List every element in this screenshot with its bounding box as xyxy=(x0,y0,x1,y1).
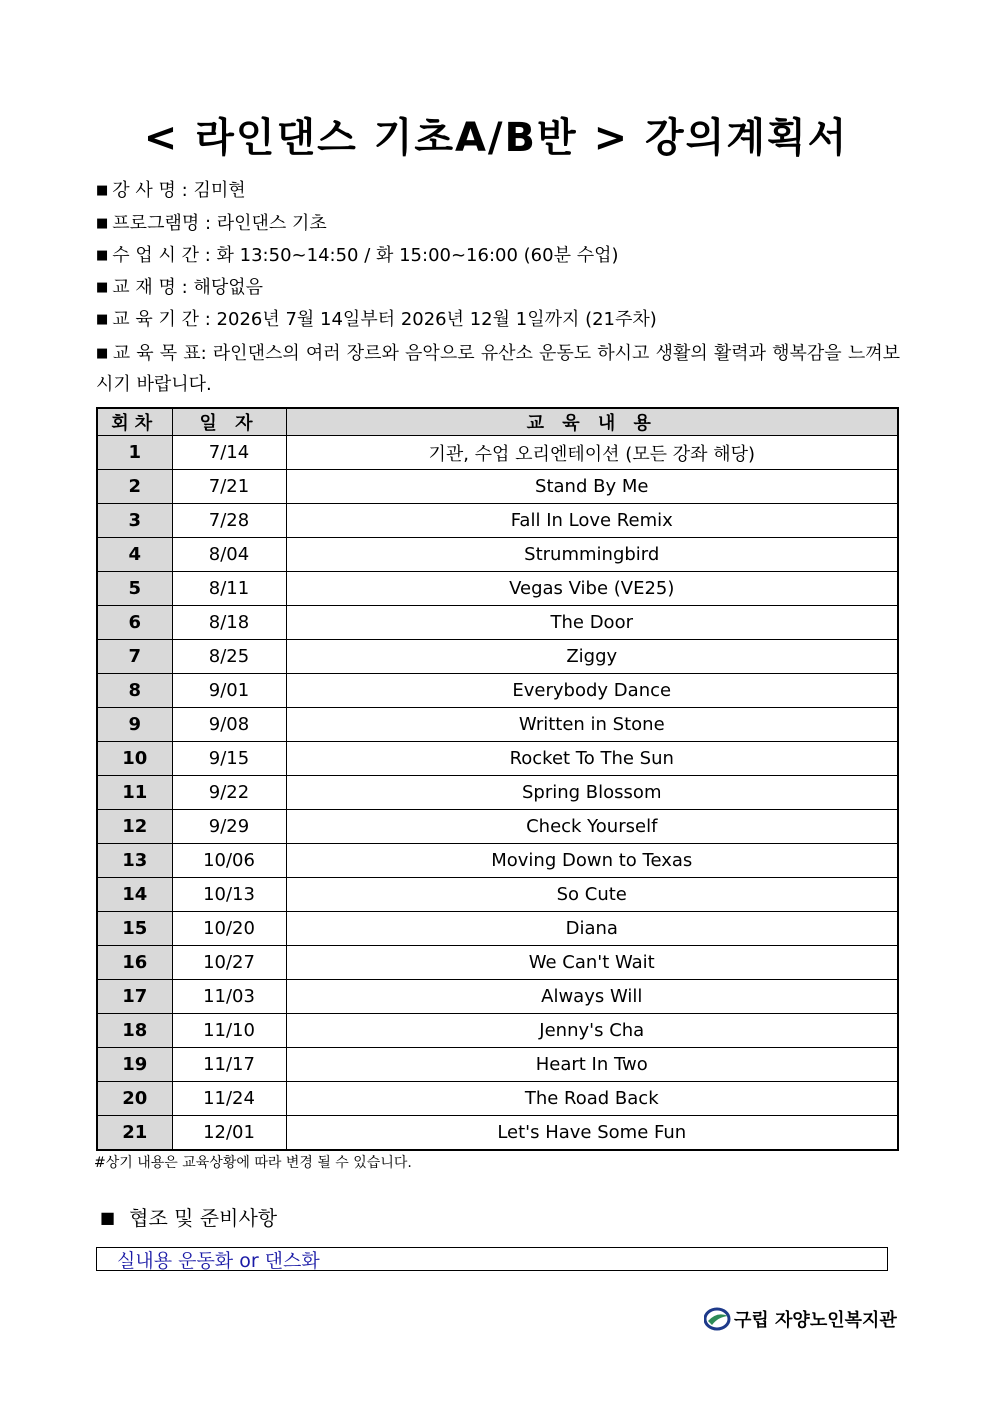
cell-date: 9/08 xyxy=(172,708,286,742)
cell-content: 기관, 수업 오리엔테이션 (모든 강좌 해당) xyxy=(286,436,898,470)
square-bullet-icon: ■ xyxy=(96,312,109,327)
info-period xyxy=(96,306,900,334)
preparation-text: 실내용 운동화 or 댄스화 xyxy=(117,1250,320,1272)
cell-content: We Can't Wait xyxy=(286,946,898,980)
cell-content: Check Yourself xyxy=(286,810,898,844)
section-heading xyxy=(100,1204,277,1232)
table-row xyxy=(97,1014,898,1048)
cell-content: Jenny's Cha xyxy=(286,1014,898,1048)
info-value: 2026년 7월 14일부터 2026년 12월 1일까지 (21주차) xyxy=(216,309,657,330)
table-row xyxy=(97,436,898,470)
cell-date: 8/11 xyxy=(172,572,286,606)
organization-name: 구립 자양노인복지관 xyxy=(734,1310,897,1331)
info-label: 강 사 명 : xyxy=(112,180,188,201)
info-label: 프로그램명 : xyxy=(112,213,212,234)
document-title: < 라인댄스 기초A/B반 > 강의계획서 xyxy=(143,115,849,161)
cell-session: 6 xyxy=(97,606,172,640)
cell-date: 7/14 xyxy=(172,436,286,470)
table-row xyxy=(97,878,898,912)
cell-session: 14 xyxy=(97,878,172,912)
info-value: 해당없음 xyxy=(193,277,263,298)
cell-date: 11/10 xyxy=(172,1014,286,1048)
info-value: 라인댄스의 여러 장르와 음악으로 유산소 운동도 하시고 생활의 활력과 행복감을 느껴보시기 바랍니다. xyxy=(96,343,900,395)
table-row xyxy=(97,810,898,844)
cell-session: 1 xyxy=(97,436,172,470)
cell-content: Stand By Me xyxy=(286,470,898,504)
table-row xyxy=(97,1048,898,1082)
cell-content: The Door xyxy=(286,606,898,640)
table-row xyxy=(97,1082,898,1116)
cell-content: Spring Blossom xyxy=(286,776,898,810)
table-row xyxy=(97,776,898,810)
schedule-table xyxy=(96,407,899,1151)
info-value: 라인댄스 기초 xyxy=(216,213,327,234)
info-instructor xyxy=(96,177,900,205)
table-row xyxy=(97,470,898,504)
table-header-row xyxy=(97,408,898,436)
change-notice: #상기 내용은 교육상황에 따라 변경 될 수 있습니다. xyxy=(94,1155,412,1171)
preparation-box xyxy=(96,1247,888,1271)
cell-content: Heart In Two xyxy=(286,1048,898,1082)
cell-content: Strummingbird xyxy=(286,538,898,572)
cell-session: 4 xyxy=(97,538,172,572)
cell-date: 10/13 xyxy=(172,878,286,912)
cell-session: 15 xyxy=(97,912,172,946)
cell-date: 9/22 xyxy=(172,776,286,810)
cell-session: 13 xyxy=(97,844,172,878)
cell-session: 8 xyxy=(97,674,172,708)
table-row xyxy=(97,504,898,538)
column-header-session: 회차 xyxy=(97,408,172,436)
square-bullet-icon: ■ xyxy=(96,280,109,295)
table-row xyxy=(97,538,898,572)
organization-logo xyxy=(704,1306,897,1332)
cell-content: Vegas Vibe (VE25) xyxy=(286,572,898,606)
info-program xyxy=(96,210,900,238)
cell-date: 9/15 xyxy=(172,742,286,776)
cell-date: 11/17 xyxy=(172,1048,286,1082)
cell-date: 11/03 xyxy=(172,980,286,1014)
cell-date: 7/21 xyxy=(172,470,286,504)
cell-content: Written in Stone xyxy=(286,708,898,742)
cell-date: 9/29 xyxy=(172,810,286,844)
info-textbook xyxy=(96,274,900,302)
square-bullet-icon: ■ xyxy=(96,216,109,231)
cell-content: Fall In Love Remix xyxy=(286,504,898,538)
info-label: 교 육 목 표: xyxy=(112,343,207,364)
table-row xyxy=(97,912,898,946)
cell-date: 10/20 xyxy=(172,912,286,946)
info-label: 수 업 시 간 : xyxy=(112,245,211,266)
info-label: 교 육 기 간 : xyxy=(112,309,211,330)
square-bullet-icon: ■ xyxy=(96,183,109,198)
info-value: 김미현 xyxy=(193,180,246,201)
cell-session: 12 xyxy=(97,810,172,844)
cell-date: 7/28 xyxy=(172,504,286,538)
square-bullet-icon: ■ xyxy=(96,346,109,361)
cell-content: Rocket To The Sun xyxy=(286,742,898,776)
info-goal xyxy=(96,338,900,400)
cell-session: 9 xyxy=(97,708,172,742)
table-row xyxy=(97,708,898,742)
cell-content: Let's Have Some Fun xyxy=(286,1116,898,1151)
cell-date: 12/01 xyxy=(172,1116,286,1151)
table-row xyxy=(97,640,898,674)
cell-session: 17 xyxy=(97,980,172,1014)
cell-session: 7 xyxy=(97,640,172,674)
table-row xyxy=(97,606,898,640)
cell-content: So Cute xyxy=(286,878,898,912)
cell-session: 11 xyxy=(97,776,172,810)
cell-content: Diana xyxy=(286,912,898,946)
cell-content: Ziggy xyxy=(286,640,898,674)
cell-date: 8/25 xyxy=(172,640,286,674)
table-row xyxy=(97,980,898,1014)
info-value: 화 13:50~14:50 / 화 15:00~16:00 (60분 수업) xyxy=(216,245,619,266)
info-class-time xyxy=(96,242,900,270)
square-bullet-icon: ■ xyxy=(96,248,109,263)
cell-date: 10/27 xyxy=(172,946,286,980)
column-header-date: 일 자 xyxy=(172,408,286,436)
table-row xyxy=(97,1116,898,1151)
cell-session: 20 xyxy=(97,1082,172,1116)
cell-content: The Road Back xyxy=(286,1082,898,1116)
cell-date: 9/01 xyxy=(172,674,286,708)
cell-session: 19 xyxy=(97,1048,172,1082)
info-label: 교 재 명 : xyxy=(112,277,188,298)
cell-session: 5 xyxy=(97,572,172,606)
section-heading-text: 협조 및 준비사항 xyxy=(129,1206,278,1230)
cell-content: Always Will xyxy=(286,980,898,1014)
cell-date: 11/24 xyxy=(172,1082,286,1116)
cell-content: Moving Down to Texas xyxy=(286,844,898,878)
organization-emblem-icon xyxy=(704,1307,732,1331)
schedule-table-body xyxy=(97,436,898,1151)
cell-session: 3 xyxy=(97,504,172,538)
table-row xyxy=(97,844,898,878)
cell-content: Everybody Dance xyxy=(286,674,898,708)
cell-date: 10/06 xyxy=(172,844,286,878)
table-row xyxy=(97,946,898,980)
cell-session: 21 xyxy=(97,1116,172,1151)
cell-session: 18 xyxy=(97,1014,172,1048)
cell-session: 2 xyxy=(97,470,172,504)
table-row xyxy=(97,674,898,708)
square-bullet-icon: ■ xyxy=(100,1208,116,1227)
column-header-content: 교 육 내 용 xyxy=(286,408,898,436)
cell-session: 16 xyxy=(97,946,172,980)
cell-session: 10 xyxy=(97,742,172,776)
table-row xyxy=(97,742,898,776)
table-row xyxy=(97,572,898,606)
cell-date: 8/04 xyxy=(172,538,286,572)
cell-date: 8/18 xyxy=(172,606,286,640)
